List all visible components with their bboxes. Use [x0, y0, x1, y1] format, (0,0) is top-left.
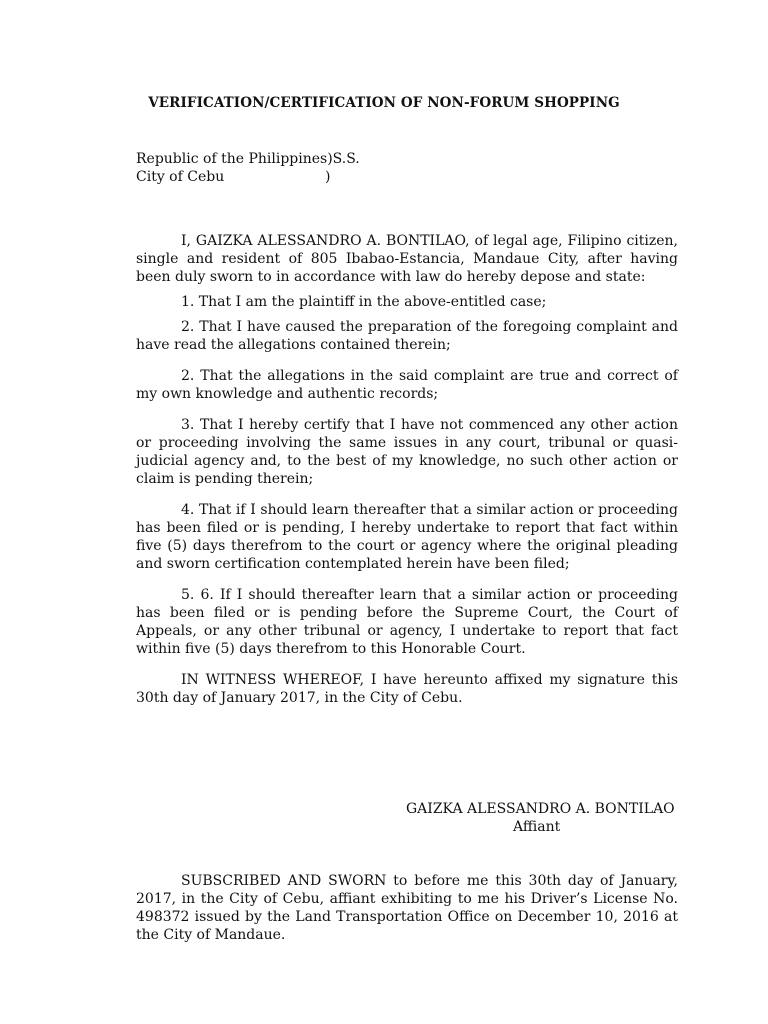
jurat-paragraph: SUBSCRIBED AND SWORN to before me this 30th day of January, 2017, in the City of Cebu, affiant exhibiting to me his Driver’s License No. 498372 issued by the Land Transportation Office on December 10, 2016 at the City of Mandaue.: [136, 873, 678, 943]
paragraph-4: 4. That if I should learn thereafter that a similar action or proceeding has been filed or is pending, I hereby undertake to report that fact within five (5) days therefrom to the court or agency where the original pleading and sworn certification contemplated herein have been filed;: [136, 502, 678, 572]
intro-paragraph: I, GAIZKA ALESSANDRO A. BONTILAO, of legal age, Filipino citizen, single and resident of 805 Ibabao-Estancia, Mandaue City, after having been duly sworn to in accordance with law do hereby depose and state:: [136, 233, 678, 285]
venue-block: [136, 150, 360, 186]
paragraph-1: 1. That I am the plaintiff in the above-entitled case;: [181, 294, 547, 310]
jurat-block: [136, 872, 678, 944]
signature-block: [406, 800, 678, 836]
document-title: VERIFICATION/CERTIFICATION OF NON-FORUM SHOPPING: [148, 95, 620, 111]
venue-city: City of Cebu: [136, 169, 225, 185]
affiant-name: GAIZKA ALESSANDRO A. BONTILAO: [406, 801, 675, 817]
paragraph-5-6: 5. 6. If I should thereafter learn that a similar action or proceeding has been filed or is pending before the Supreme Court, the Court of Appeals, or any other tribunal or agency, I undertake to report that fact within five (5) days therefrom to this Honorable Court.: [136, 587, 678, 657]
paragraph-2: 2. That I have caused the preparation of the foregoing complaint and have read the allegations contained therein;: [136, 319, 678, 353]
paragraph-3: 3. That I hereby certify that I have not commenced any other action or proceeding involving the same issues in any court, tribunal or quasi-judicial agency and, to the best of my knowledge, no such other action or claim is pending therein;: [136, 417, 678, 487]
paragraph-2b: 2. That the allegations in the said complaint are true and correct of my own knowledge and authentic records;: [136, 368, 678, 402]
affiant-role: Affiant: [513, 819, 561, 835]
witness-paragraph: IN WITNESS WHEREOF, I have hereunto affixed my signature this 30th day of January 2017, in the City of Cebu.: [136, 672, 678, 706]
venue-country: Republic of the Philippines)S.S.: [136, 151, 360, 167]
venue-paren: ): [325, 169, 331, 185]
document-body: [136, 232, 678, 707]
